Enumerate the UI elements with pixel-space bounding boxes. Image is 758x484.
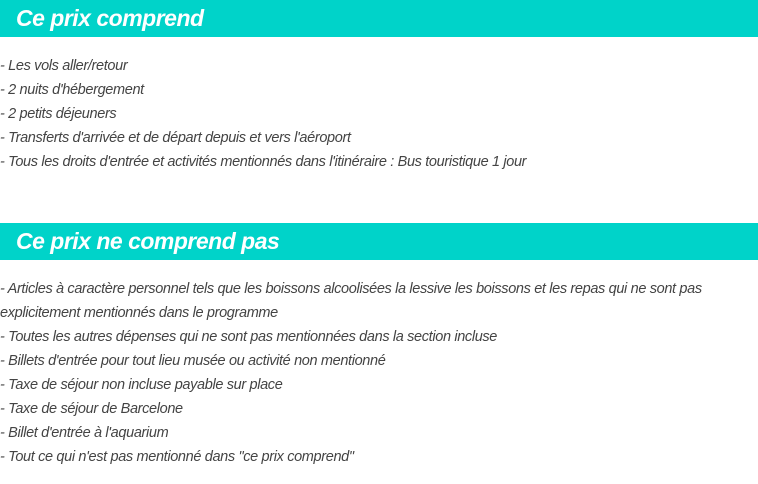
included-section-header: [0, 0, 758, 37]
list-item: - Tous les droits d'entrée et activités mentionnés dans l'itinéraire : Bus touristique 1 jour: [0, 154, 527, 170]
list-item: - Articles à caractère personnel tels que les boissons alcoolisées la lessive les boissons et les repas qui ne sont pas explicitement mentionnés dans le programme: [0, 281, 702, 321]
list-item: - Billets d'entrée pour tout lieu musée ou activité non mentionné: [0, 353, 386, 369]
included-section-title: Ce prix comprend: [16, 5, 204, 31]
list-item: - Taxe de séjour non incluse payable sur place: [0, 377, 283, 393]
excluded-section-title: Ce prix ne comprend pas: [16, 228, 280, 254]
list-item: - Taxe de séjour de Barcelone: [0, 401, 183, 417]
included-items-list: [0, 54, 758, 174]
excluded-items-list: [0, 277, 720, 469]
list-item: - Billet d'entrée à l'aquarium: [0, 425, 169, 441]
list-item: - Les vols aller/retour: [0, 58, 128, 74]
list-item: - Tout ce qui n'est pas mentionné dans "ce prix comprend": [0, 449, 354, 465]
excluded-section-header: [0, 223, 758, 260]
list-item: - Toutes les autres dépenses qui ne sont pas mentionnées dans la section incluse: [0, 329, 498, 345]
list-item: - Transferts d'arrivée et de départ depuis et vers l'aéroport: [0, 130, 351, 146]
list-item: - 2 petits déjeuners: [0, 106, 117, 122]
list-item: - 2 nuits d'hébergement: [0, 82, 144, 98]
